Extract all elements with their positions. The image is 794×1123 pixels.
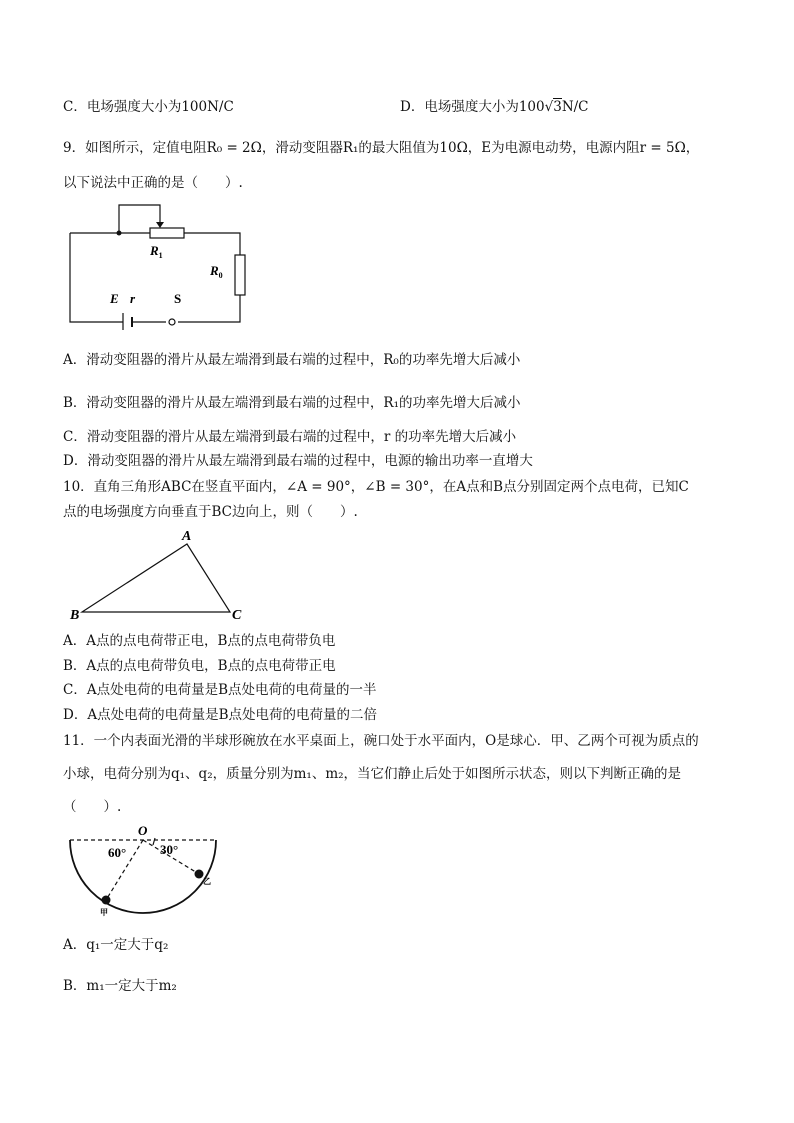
circuit-left-wire bbox=[70, 233, 123, 322]
triangle-abc bbox=[82, 544, 230, 612]
q9-circuit-diagram bbox=[60, 195, 260, 330]
label-ball-1: 甲 bbox=[100, 908, 108, 917]
label-b: B bbox=[70, 608, 80, 623]
label-r: r bbox=[130, 291, 136, 306]
label-ball-2: 乙 bbox=[203, 877, 211, 886]
q9-option-d: D．滑动变阻器的滑片从最左端滑到最右端的过程中，电源的输出功率一直增大 bbox=[63, 453, 533, 469]
q9-stem-line-2: 以下说法中正确的是（ ）. bbox=[63, 175, 243, 191]
q10-option-d: D．A点处电荷的电荷量是B点处电荷的电荷量的二倍 bbox=[63, 707, 377, 723]
q11-stem-line-2: 小球，电荷分别为q₁、q₂，质量分别为m₁、m₂，当它们静止后处于如图所示状态，则以下判断正确的是 bbox=[63, 766, 682, 782]
bowl-arc bbox=[70, 840, 216, 913]
q8-option-d-root: 3 bbox=[553, 99, 562, 115]
q10-stem-line-2: 点的电场强度方向垂直于BC边向上，则（ ）. bbox=[63, 504, 358, 520]
slider-arrow-icon bbox=[156, 222, 164, 228]
q8-option-c: C．电场强度大小为100N/C bbox=[63, 99, 234, 115]
switch-contact bbox=[169, 319, 175, 325]
q11-stem-line-3: （ ）. bbox=[63, 799, 122, 815]
q10-option-a: A．A点的点电荷带正电，B点的点电荷带负电 bbox=[63, 633, 336, 649]
q10-option-b: B．A点的点电荷带负电，B点的点电荷带正电 bbox=[63, 658, 336, 674]
q9-option-a: A．滑动变阻器的滑片从最左端滑到最右端的过程中，R₀的功率先增大后减小 bbox=[63, 352, 521, 368]
label-c: C bbox=[232, 608, 242, 623]
label-r0: $R_0$ bbox=[210, 263, 223, 280]
q10-triangle-diagram bbox=[60, 525, 250, 625]
q11-option-a: A．q₁一定大于q₂ bbox=[63, 937, 169, 953]
q9-stem-line-1: 9．如图所示，定值电阻R₀ = 2Ω，滑动变阻器R₁的最大阻值为10Ω，E为电源电动势，电源内阻r = 5Ω， bbox=[63, 140, 700, 156]
q11-option-b: B．m₁一定大于m₂ bbox=[63, 978, 177, 994]
circuit-top-right-wire bbox=[184, 233, 240, 255]
rheostat-r1 bbox=[150, 228, 184, 238]
q8-option-d-unit: N/C bbox=[561, 99, 589, 115]
ball-1 bbox=[102, 896, 111, 905]
label-angle-30: 30° bbox=[160, 842, 179, 857]
q8-option-d-prefix: D．电场强度大小为 bbox=[400, 99, 519, 115]
sqrt-sign: √ bbox=[544, 99, 554, 115]
q9-option-c: C．滑动变阻器的滑片从最左端滑到最右端的过程中，r 的功率先增大后减小 bbox=[63, 429, 517, 445]
label-angle-60: 60° bbox=[108, 845, 127, 860]
label-s: S bbox=[174, 291, 182, 306]
q10-option-c: C．A点处电荷的电荷量是B点处电荷的电荷量的一半 bbox=[63, 682, 377, 698]
slider-wire bbox=[119, 205, 160, 233]
q11-stem-line-1: 11．一个内表面光滑的半球形碗放在水平桌面上，碗口处于水平面内，O是球心．甲、乙两个可视为质点的 bbox=[63, 733, 699, 749]
q10-stem-line-1: 10．直角三角形ABC在竖直平面内，∠A = 90°，∠B = 30°，在A点和B点分别固定两个点电荷，已知C bbox=[63, 479, 689, 495]
label-o: O bbox=[138, 823, 148, 838]
label-e: E bbox=[110, 291, 119, 306]
q8-option-d bbox=[400, 98, 589, 116]
q9-option-b: B．滑动变阻器的滑片从最左端滑到最右端的过程中，R₁的功率先增大后减小 bbox=[63, 395, 521, 411]
circuit-right-wire bbox=[178, 295, 240, 322]
junction-dot bbox=[117, 231, 122, 236]
q8-option-d-number: 100 bbox=[518, 99, 545, 115]
label-r1: $R_1$ bbox=[150, 243, 163, 260]
resistor-r0 bbox=[235, 255, 245, 295]
q11-bowl-diagram bbox=[62, 822, 227, 922]
angle-mark bbox=[153, 838, 155, 845]
label-a: A bbox=[182, 529, 192, 544]
